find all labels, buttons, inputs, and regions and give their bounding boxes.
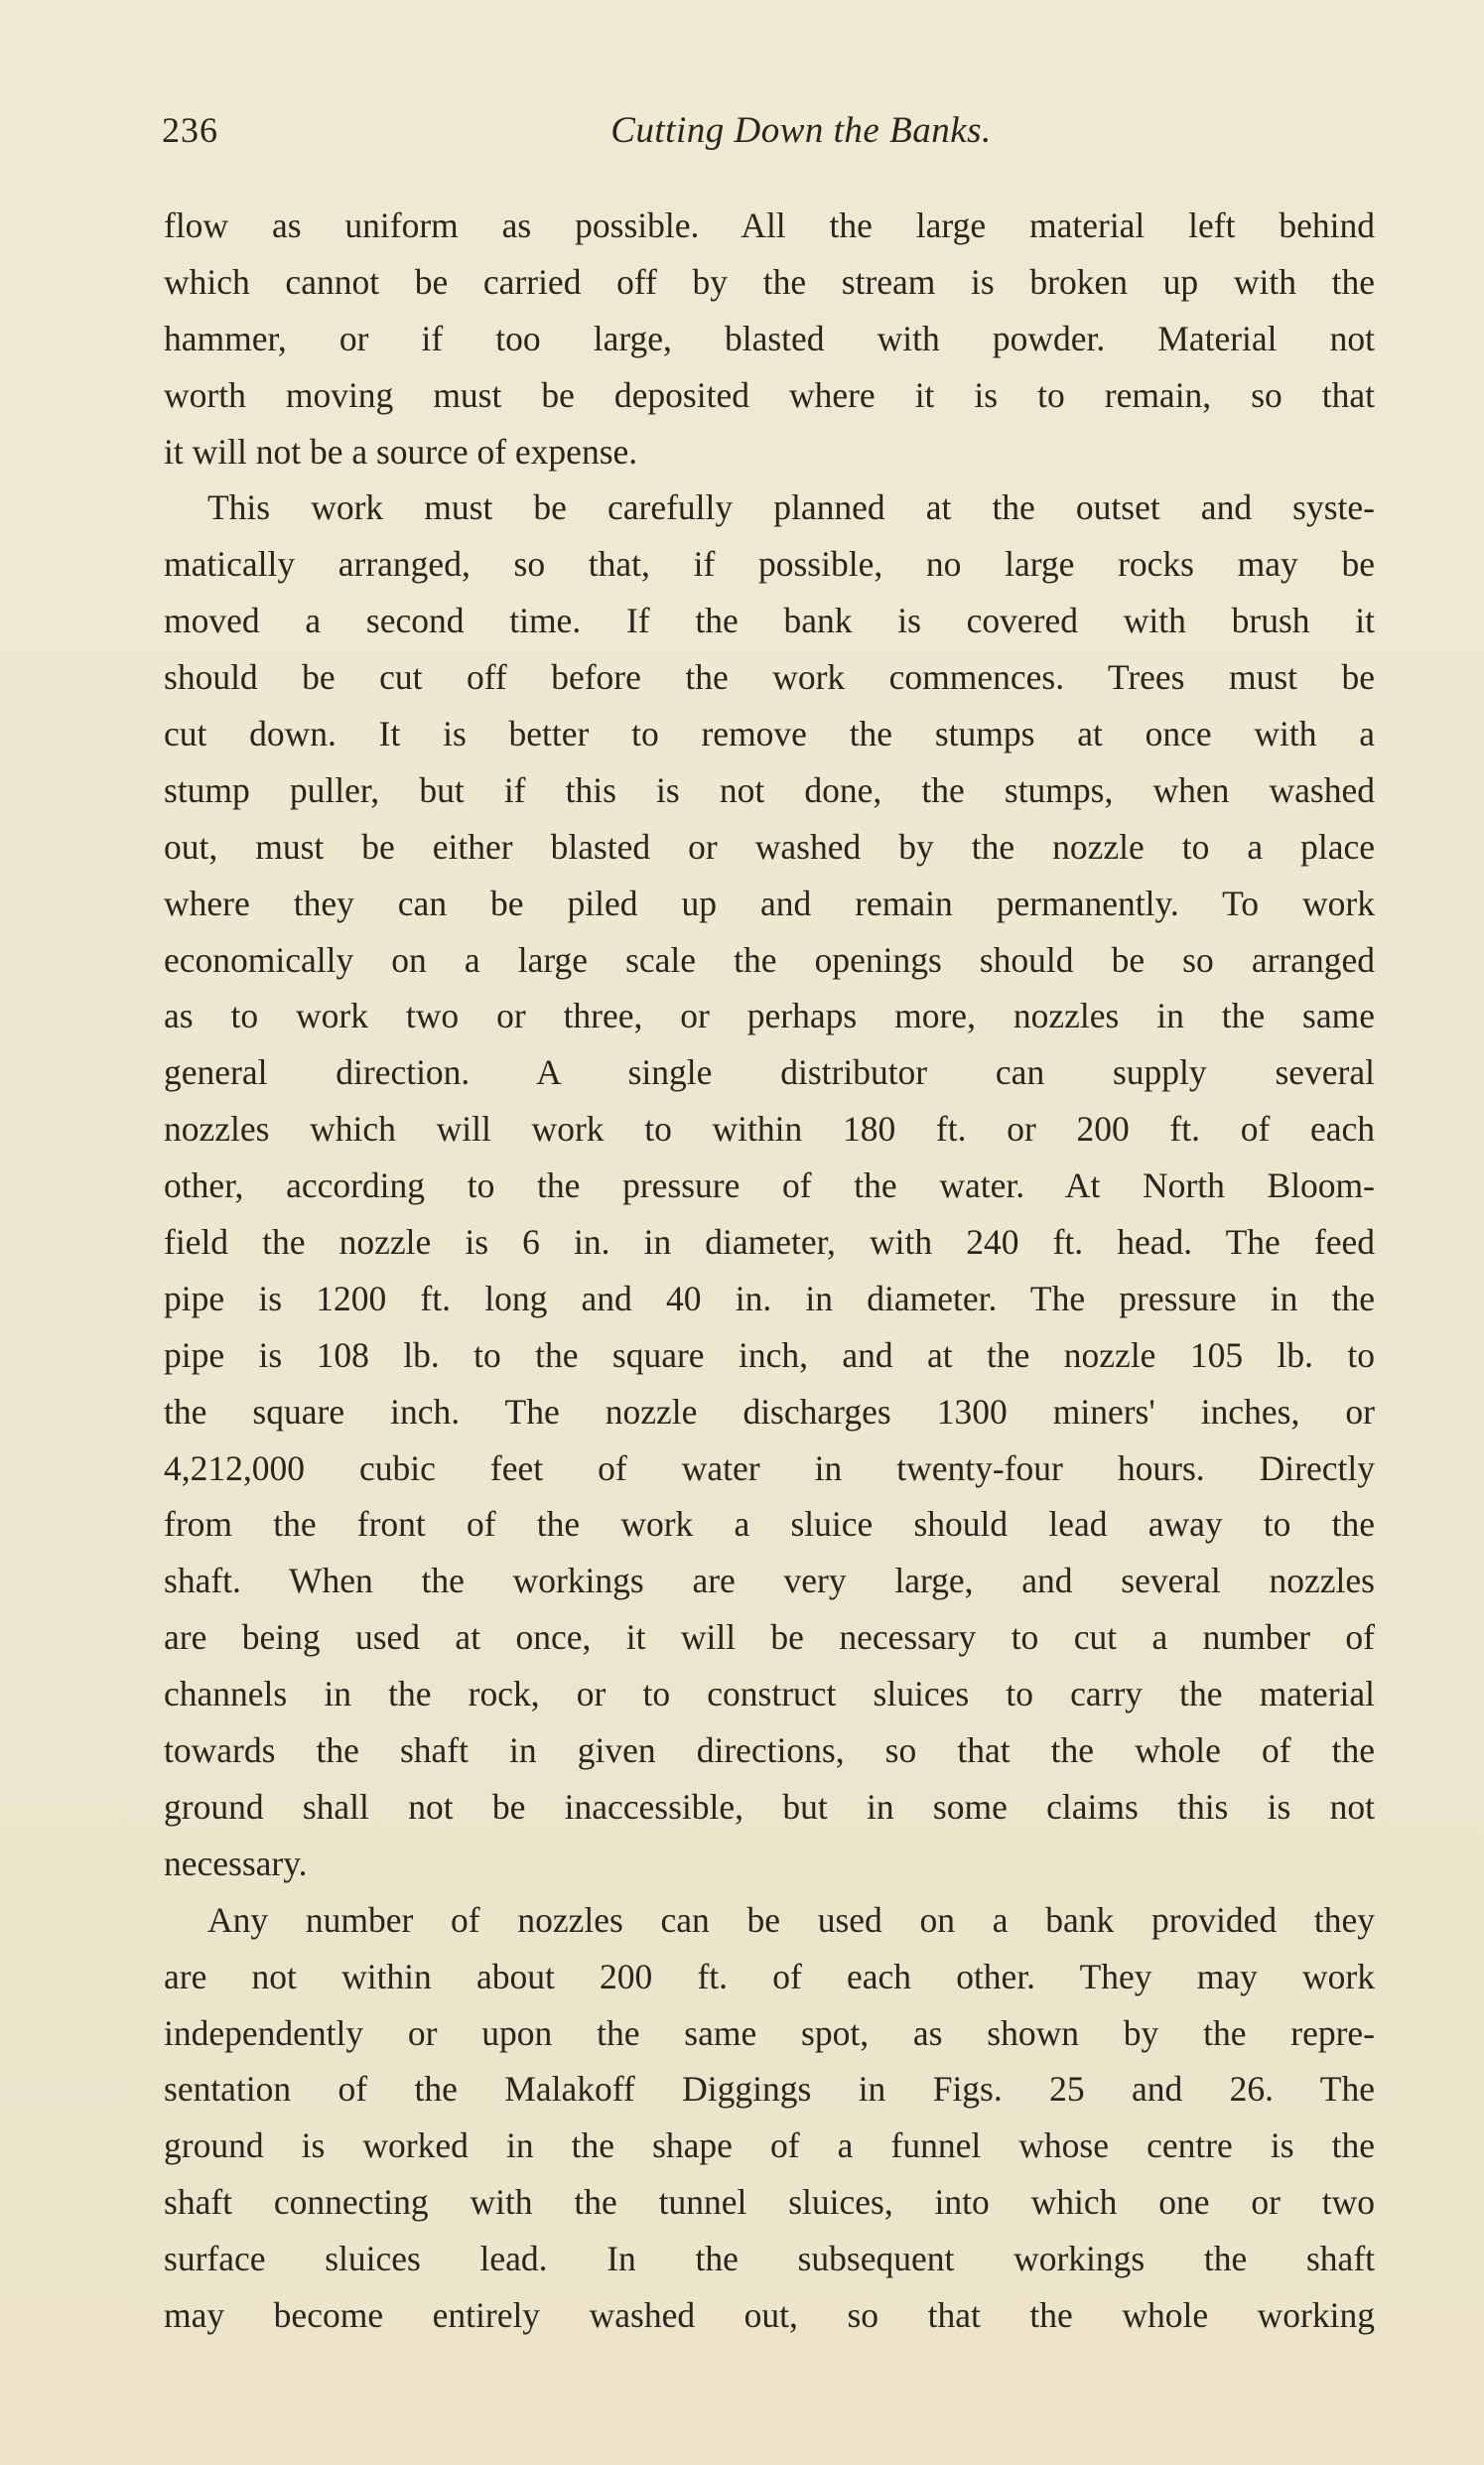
text-line: channels in the rock, or to construct sluices to carry the material — [164, 1674, 1375, 1714]
text-line: economically on a large scale the openings should be so arranged — [164, 939, 1375, 980]
text-line: sentation of the Malakoff Diggings in Figs. 25 and 26. The — [164, 2069, 1375, 2110]
text-line: nozzles which will work to within 180 ft. or 200 ft. of each — [164, 1109, 1375, 1150]
body-text — [164, 198, 1375, 2344]
text-line: the square inch. The nozzle discharges 1300 miners' inches, or — [164, 1391, 1375, 1432]
text-line: from the front of the work a sluice should lead away to the — [164, 1504, 1375, 1545]
text-line: towards the shaft in given directions, so that the whole of the — [164, 1730, 1375, 1771]
text-line: field the nozzle is 6 in. in diameter, with 240 ft. head. The feed — [164, 1222, 1375, 1263]
text-line: ground is worked in the shape of a funnel whose centre is the — [164, 2125, 1375, 2166]
text-line: are not within about 200 ft. of each other. They may work — [164, 1956, 1375, 1996]
text-line: are being used at once, it will be necessary to cut a number of — [164, 1617, 1375, 1658]
text-line: may become entirely washed out, so that the whole working — [164, 2294, 1375, 2335]
text-line: as to work two or three, or perhaps more, nozzles in the same — [164, 996, 1375, 1036]
page-number: 236 — [162, 110, 218, 150]
text-line: stump puller, but if this is not done, the stumps, when washed — [164, 769, 1375, 810]
text-line: independently or upon the same spot, as shown by the repre- — [164, 2012, 1375, 2053]
text-line: general direction. A single distributor can supply several — [164, 1052, 1375, 1093]
text-line: pipe is 108 lb. to the square inch, and at the nozzle 105 lb. to — [164, 1334, 1375, 1375]
text-line: ground shall not be inaccessible, but in some claims this is not — [164, 1786, 1375, 1827]
text-line: moved a second time. If the bank is covered with brush it — [164, 601, 1375, 641]
text-line: pipe is 1200 ft. long and 40 in. in diameter. The pressure in the — [164, 1278, 1375, 1318]
text-line: surface sluices lead. In the subsequent workings the shaft — [164, 2239, 1375, 2279]
text-line: necessary. — [164, 1843, 308, 1883]
text-line: Any number of nozzles can be used on a bank provided they — [207, 1899, 1375, 1940]
text-line: out, must be either blasted or washed by the nozzle to a place — [164, 826, 1375, 867]
text-line: other, according to the pressure of the water. At North Bloom- — [164, 1165, 1375, 1206]
text-line: cut down. It is better to remove the stumps at once with a — [164, 714, 1375, 754]
page-header — [162, 109, 1381, 165]
text-line: 4,212,000 cubic feet of water in twenty-four hours. Directly — [164, 1447, 1375, 1488]
text-line: shaft connecting with the tunnel sluices, into which one or two — [164, 2182, 1375, 2223]
text-line: This work must be carefully planned at the outset and syste- — [207, 487, 1375, 528]
text-line: hammer, or if too large, blasted with powder. Material not — [164, 318, 1375, 358]
running-title: Cutting Down the Banks. — [610, 110, 992, 151]
text-line: it will not be a source of expense. — [164, 431, 638, 472]
text-line: matically arranged, so that, if possible, no large rocks may be — [164, 544, 1375, 585]
text-line: shaft. When the workings are very large, and several nozzles — [164, 1561, 1375, 1601]
text-line: where they can be piled up and remain permanently. To work — [164, 883, 1375, 923]
text-line: flow as uniform as possible. All the large material left behind — [164, 205, 1375, 245]
text-line: worth moving must be deposited where it is to remain, so that — [164, 374, 1375, 415]
text-line: which cannot be carried off by the stream is broken up with the — [164, 261, 1375, 302]
text-line: should be cut off before the work commences. Trees must be — [164, 657, 1375, 698]
